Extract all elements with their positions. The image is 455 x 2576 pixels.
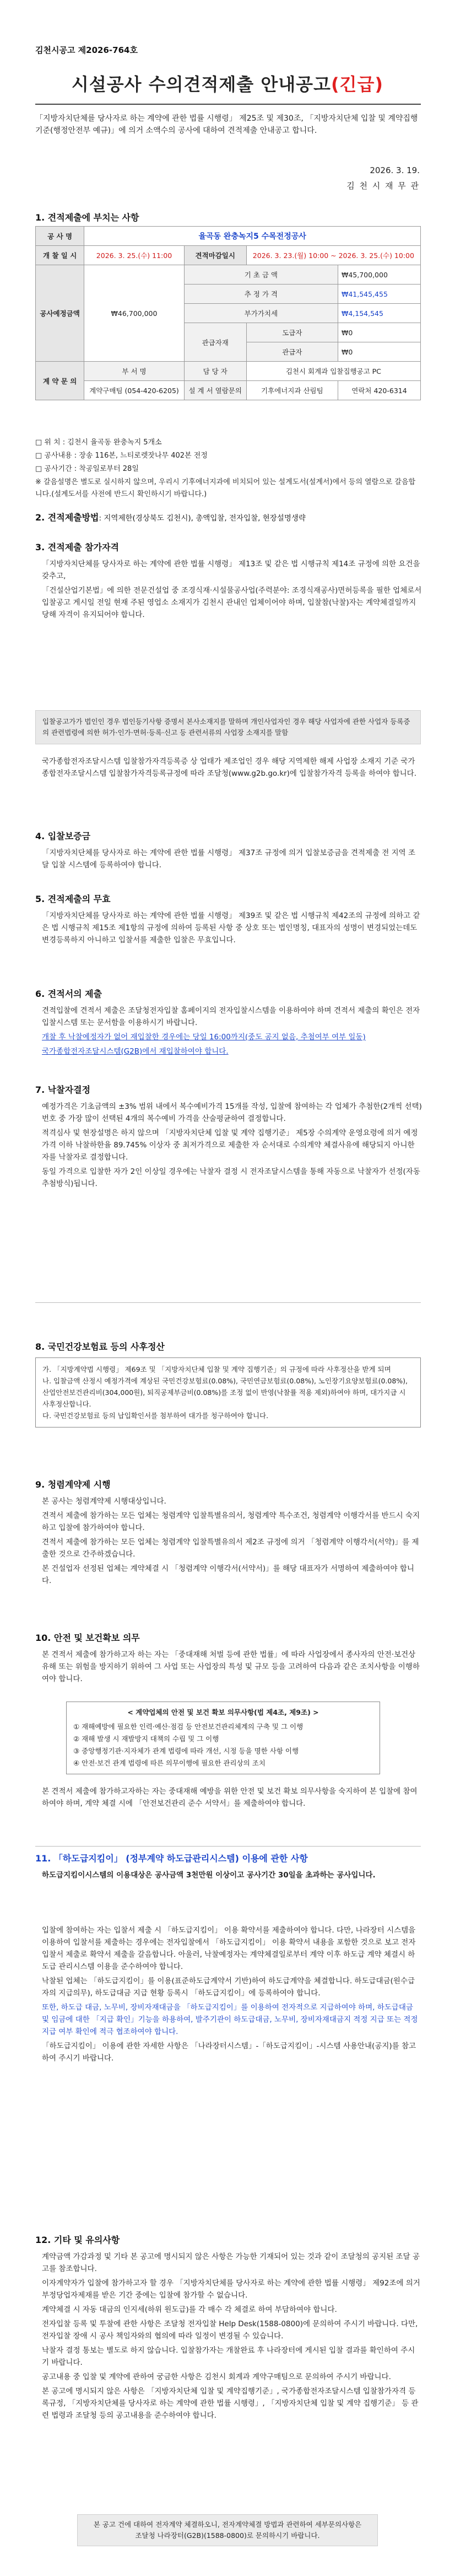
project-label: 공 사 명 bbox=[36, 227, 84, 246]
note-content: □ 공사내용 : 장송 116본, 느티로렛잣나무 402본 전정 bbox=[35, 452, 208, 460]
section3-item: 「지방자치단체를 당사자로 하는 계약에 관한 법률 시행령」 제13조 및 같은 법 시행규칙 제14조 규정에 의한 요건을 갖추고, bbox=[42, 560, 420, 581]
section11-heading: 11. 「하도급지킴이」 (정부계약 하도급관리시스템) 이용에 관한 사항 bbox=[35, 1853, 308, 1864]
phone-number: 420-6314 bbox=[373, 387, 407, 395]
section11-items bbox=[42, 1924, 422, 2067]
phone-header: 연락처 bbox=[351, 387, 372, 395]
section12-item: 전자입찰 등록 및 투찰에 관한 사항은 조달청 전자입찰 Help Desk(1588-0800)에 문의하여 주시기 바랍니다. 다만, 전자입찰 장애 시 공사 책임자와의 협의에 따라 일정이 변경될 수 있습니다. bbox=[42, 2320, 418, 2341]
section2-heading bbox=[35, 511, 306, 523]
page-divider bbox=[35, 1302, 421, 1303]
duty-item: ① 재해예방에 필요한 인력·예산·점검 등 안전보건관리체계의 구축 및 그 이행 bbox=[73, 1722, 304, 1731]
section6-item-link[interactable]: 개찰 후 낙찰예정자가 없어 재입찰한 경우에는 당일 16:00까지(중도 공지 없음, 추첨여부 여부 일동) bbox=[42, 1033, 366, 1042]
section3-item: 「건설산업기본법」에 의한 전문건설업 중 조경식재·시설물공사업(주력분야: 조경식재공사)면허등록을 필한 업체로서 입찰공고 게시일 전일 현재 주된 영업소 소재지가 김천시 관내인 업체이어야 하며, 입찰참(낙찰)자는 계약체결일까지 당해 자격이 유지되어야 합니다. bbox=[42, 586, 422, 619]
design-value: 기후에너지과 산림팀 bbox=[246, 381, 338, 400]
duty-box bbox=[66, 1702, 380, 1774]
section9-heading: 9. 청렴계약제 시행 bbox=[35, 1479, 111, 1490]
section7-heading: 7. 낙찰자결정 bbox=[35, 1085, 91, 1095]
section9-item: 본 공사는 청렴계약제 시행대상입니다. bbox=[42, 1497, 166, 1506]
duty-item: ③ 중앙행정기관·지자체가 관계 법령에 따라 개선, 시정 등을 명한 사항 이행 bbox=[73, 1747, 299, 1755]
deadline-label: 견적마감일시 bbox=[184, 246, 246, 265]
section12-item: 낙찰자 결정 통보는 별도로 하지 않습니다. 입찰참가자는 개찰완료 후 나라장터에 게시된 입찰 결과를 확인하여 주시기 바랍니다. bbox=[42, 2346, 415, 2367]
dept-header: 부 서 명 bbox=[84, 362, 184, 381]
section6-item: 견적입찰에 견적서 제출은 조달청전자입찰 홈페이지의 전자입찰시스템을 이용하여야 하며 견적서 제출의 확인은 전자입찰시스템 또는 문서함을 이용하시기 바랍니다. bbox=[42, 1006, 420, 1027]
dept-value: 계약구매팀 (054-420-6205) bbox=[84, 381, 184, 400]
section8-line: 가. 「지방계약법 시행령」 제69조 및 「지방자치단체 입찰 및 계약 집행기준」의 규정에 따라 사후정산을 받게 되며 bbox=[42, 1365, 391, 1373]
section8-line: 다. 국민건강보험료 등의 납입확인서를 첨부하여 대가를 청구하여야 합니다. bbox=[42, 1412, 269, 1420]
section12-item: 계약금액 가감과정 및 기타 본 공고에 명시되지 않은 사항은 가능한 기재되어 있는 것과 같이 조달청의 공지된 조달 공고를 참조합니다. bbox=[42, 2252, 420, 2273]
intro-text: 「지방자치단체를 당사자로 하는 계약에 관한 법률 시행령」 제25조 및 제30조, 「지방자치단체 입찰 및 계약집행기준(행정안전부 예규)」에 의거 소액수의 공사에 대하여 견적제출 안내공고 합니다. bbox=[35, 114, 418, 135]
section12-item: 공고내용 중 입찰 및 계약에 관하여 궁금한 사항은 김천시 회계과 계약구매팀으로 문의하여 주시기 바랍니다. bbox=[42, 2373, 391, 2381]
section3-heading: 3. 견적제출 참가자격 bbox=[35, 542, 119, 552]
title-urgent: (긴급) bbox=[331, 74, 384, 95]
section11-item: 낙찰된 업체는 「하도급지킴이」를 이용(표준하도급계약서 기반)하여 하도급계약을 체결합니다. 하도급대금(원수급자의 지급의무), 하도급대금 지급 현황 등록시 「하도급지킴이」에 등록하여야 합니다. bbox=[42, 1977, 415, 1998]
page-title bbox=[0, 71, 455, 96]
project-notes bbox=[35, 437, 421, 502]
section11-item: 입찰에 참여하는 자는 입찰서 제출 시 「하도급지킴이」 이용 확약서를 제출하여야 합니다. 다만, 나라장터 시스템을 이용하여 입찰서를 제출하는 경우에는 전자입찰에서 「하도급지킴이」 이용 확약서 내용을 포함한 것으로 보고 전자입찰서 제출로 확약서 제출을 갈음합니다. 아울러, 낙찰예정자는 계약체결일로부터 계약 이후 하도급 계약 체결시 하도급 관리시스템 이용을 준수하여야 합니다. bbox=[42, 1926, 416, 1971]
footer-line: 조달청 나라장터(G2B)(1588-0800)로 문의하시기 바랍니다. bbox=[135, 2531, 320, 2540]
section8-box bbox=[35, 1357, 421, 1427]
project-name: 율곡동 완충녹지5 수목전정공사 bbox=[84, 227, 421, 246]
dogeup-label: 도급자 bbox=[246, 323, 338, 342]
section10-text: 본 견적서 제출에 참가하고자 하는 자는 「중대재해 처벌 등에 관한 법률」에 따라 사업장에서 종사자의 안전·보건상 유해 또는 위험을 방지하기 위하여 그 사업 또는 사업장의 특성 및 규모 등을 고려하여 다음과 같은 조치사항을 이행하여야 합니다. bbox=[42, 1650, 420, 1683]
deadline-value: 2026. 3. 23.(월) 10:00 ~ 2026. 3. 25.(수) 10:00 bbox=[246, 246, 420, 265]
site-header: 담 당 자 bbox=[184, 362, 246, 381]
section7-item: 적격심사 및 현장설명은 하지 않으며 「지방자치단체 입찰 및 계약 집행기준」 제5장 수의계약 운영요령에 의거 예정가격 이하 낙찰하한율 89.745% 이상자 중 최저가격으로 제출한 자 순서대로 수의계약 체결사유에 해당되지 아니한 자를 낙찰자로 결정합니다. bbox=[42, 1129, 418, 1162]
note-design: ※ 갈음설명은 별도로 실시하지 않으며, 우리시 기후에너지과에 비치되어 있는 설계도서(설계서)에서 등의 열람으로 갈음합니다.(설계도서를 사전에 반드시 확인하시기 바랍니다.) bbox=[35, 478, 416, 498]
section11-item: 「하도급지킴이」 이용에 관한 자세한 사항은 「나라장터시스템」-「하도급지킴이」-시스템 사용안내(공지)를 참고하여 주시기 바랍니다. bbox=[42, 2042, 416, 2063]
open-label: 개 찰 일 시 bbox=[36, 246, 84, 265]
vat-label: 부가가치세 bbox=[184, 304, 338, 323]
site-value: 김천시 회계과 입찰집행공고 PC bbox=[246, 362, 420, 381]
section2-title: 2. 견적제출방법 bbox=[35, 512, 99, 523]
summary-table bbox=[35, 226, 421, 400]
vat-value: ₩4,154,545 bbox=[338, 304, 420, 323]
section1-heading: 1. 견적제출에 부치는 사항 bbox=[35, 212, 139, 223]
title-divider bbox=[35, 104, 421, 105]
section12-item: 본 공고에 명시되지 않은 사항은 「지방자치단체 입찰 및 계약집행기준」, 국가종합전자조달시스템 입찰참가자격 등록규정, 「지방자치단체를 당사자로 하는 계약에 관한 법률 시행령」, 「지방자치단체 입찰 및 계약 집행기준」 등 관련 법령과 조달청 등의 공고내용을 준수하여야 합니다. bbox=[42, 2387, 419, 2420]
gwangeup-value: ₩0 bbox=[338, 342, 420, 362]
section2-text: : 지역제한(경상북도 김천시), 총액입찰, 전자입찰, 현장설명생략 bbox=[99, 514, 306, 523]
section3-after: 국가종합전자조달시스템 입찰참가자격등록증 상 업태가 제조업인 경우 해당 지역제한 해제 사업장 소재지 기준 국가종합전자조달시스템 입찰참가자격등록규정에 따라 조달청(www.g2b.go.kr)에 입찰참가자격 등록을 하여야 합니다. bbox=[42, 757, 416, 778]
duty-title: < 계약업체의 안전 및 보건 확보 의무사항(법 제4조, 제9조) > bbox=[127, 1708, 319, 1716]
section7-item: 예정가격은 기초금액의 ±3% 범위 내에서 복수예비가격 15개를 작성, 입찰에 참여하는 각 업체가 추첨한(2개씩 선택) 번호 중 가장 많이 선택된 4개의 복수예비 가격을 산술평균하여 결정합니다. bbox=[42, 1102, 422, 1123]
note-location: □ 위 치 : 김천시 율곡동 완충녹지 5개소 bbox=[35, 438, 162, 447]
gwangeup-label: 관급자 bbox=[246, 342, 338, 362]
base-value: ₩45,700,000 bbox=[338, 265, 420, 285]
contract-label: 계 약 문 의 bbox=[36, 362, 84, 400]
est-value: ₩41,545,455 bbox=[338, 285, 420, 304]
section7-items bbox=[42, 1101, 422, 1192]
section7-item: 동일 가격으로 입찰한 자가 2인 이상일 경우에는 낙찰자 결정 시 전자조달시스템을 통해 자동으로 낙찰자가 선정(자동추첨방식)됩니다. bbox=[42, 1167, 420, 1188]
duty-item: ② 재해 발생 시 재발방지 대책의 수립 및 그 이행 bbox=[73, 1735, 219, 1743]
section11-item: 또한, 하도급 대금, 노무비, 장비자재대금을 「하도급지킴이」를 이용하여 전자적으로 지급하여야 하며, 하도급대금 및 임금에 대한 「지급 확인」기능을 하용하여, 발주기관이 하도급대금, 노무비, 장비자재대금지 적정 지급 또는 적정 지급 여부 확인에 적극 협조하여야 합니다. bbox=[42, 2003, 418, 2036]
dogeup-value: ₩0 bbox=[338, 323, 420, 342]
section4-text: 「지방자치단체를 당사자로 하는 계약에 관한 법률 시행령」 제37조 규정에 의거 입찰보증금을 견적제출 전 지역 조달 입찰 시스템에 등록하여야 합니다. bbox=[42, 849, 416, 870]
section4-heading: 4. 입찰보증금 bbox=[35, 831, 91, 841]
page-divider bbox=[35, 1846, 421, 1847]
section9-item: 견적서 제출에 참가하는 모든 업체는 청렴계약 입찰특별유의서 제2조 규정에 의거 「청렴계약 이행각서(서약)」를 제출한 것으로 간주하겠습니다. bbox=[42, 1538, 419, 1559]
section11-bold-item: 하도급지킴이시스템의 이용대상은 공사금액 3천만원 이상이고 공사기간 30일을 초과하는 공사입니다. bbox=[42, 1871, 376, 1880]
section5-text: 「지방자치단체를 당사자로 하는 계약에 관한 법률 시행령」 제39조 및 같은 법 시행규칙 제42조의 규정에 의하고 같은 법 시행규칙 제15조 제1항의 규정에 의하여 등록된 사항 중 상호 또는 법인명칭, 대표자의 성명이 변경되었는데도 변경등록하지 아니하고 입찰서를 제출한 입찰은 무효입니다. bbox=[42, 911, 420, 944]
est-label: 추 정 가 격 bbox=[184, 285, 338, 304]
section12-item: 계약체결 시 자동 대금의 인지세(하위 원도급)를 각 매수 각 체결로 하여 부담하여야 합니다. bbox=[42, 2305, 337, 2314]
section5-heading: 5. 견적제출의 무효 bbox=[35, 894, 111, 904]
section12-item: 이자계약자가 입찰에 참가하고자 할 경우 「지방자치단체를 당사자로 하는 계약에 관한 법률 시행령」 제92조에 의거 부정당업자제재를 받은 기간 중에는 입찰에 참가할 수 없습니다. bbox=[42, 2279, 420, 2300]
section12-heading: 12. 기타 및 유의사항 bbox=[35, 2235, 120, 2245]
section9-items bbox=[42, 1495, 422, 1589]
section6-heading: 6. 견적서의 제출 bbox=[35, 989, 102, 999]
design-header: 설 계 서 열람문의 bbox=[184, 381, 246, 400]
footer-line: 본 공고 건에 대하여 전자계약 체결하오니, 전자계약체결 방법과 관련하여 세부문의사항은 bbox=[93, 2520, 362, 2529]
title-main: 시설공사 수의견적제출 안내공고 bbox=[71, 74, 331, 95]
section10-after: 본 견적서 제출에 참가하고자하는 자는 중대재해 예방을 위한 안전 및 보건 확보 의무사항을 숙지하여 본 입찰에 참여하여야 하며, 계약 체결 시에 「안전보건관리 준수 서약서」를 제출하여야 합니다. bbox=[42, 1787, 418, 1808]
budget-value: ₩46,700,000 bbox=[84, 265, 184, 362]
announcement-date: 2026. 3. 19. bbox=[370, 165, 420, 175]
section9-item: 본 건설업자 선정된 업체는 계약체결 시 「청렴계약 이행각서(서약서)」를 해당 대표자가 서명하여 제출하여야 합니다. bbox=[42, 1564, 414, 1585]
note-period: □ 공사기간 : 착공일로부터 28일 bbox=[35, 465, 139, 473]
section6-link-line[interactable]: 국가종합전자조달시스템(G2B)에서 재입찰하여야 합니다. bbox=[42, 1047, 229, 1056]
section10-heading: 10. 안전 및 보건확보 의무 bbox=[35, 1633, 140, 1643]
announcement-issuer: 김 천 시 재 무 관 bbox=[346, 181, 420, 191]
section9-item: 견적서 제출에 참가하는 모든 업체는 청렴계약 입찰특별유의서, 청렴계약 특수조건, 청렴계약 이행각서를 반드시 숙지하고 입찰에 참가하여야 합니다. bbox=[42, 1511, 420, 1532]
open-value: 2026. 3. 25.(수) 11:00 bbox=[84, 246, 184, 265]
announcement-number: 김천시공고 제2026-764호 bbox=[35, 45, 138, 55]
budget-label: 공사예정금액 bbox=[36, 265, 84, 362]
footer-notice bbox=[77, 2514, 378, 2546]
section12-items bbox=[42, 2251, 422, 2424]
base-label: 기 초 금 액 bbox=[184, 265, 338, 285]
section8-heading: 8. 국민건강보험료 등의 사후정산 bbox=[35, 1341, 165, 1352]
section3-items bbox=[42, 558, 422, 623]
section3-graybox: 입찰공고가가 법인인 경우 법인등기사항 증명서 본사소재지를 말하며 개인사업자인 경우 해당 사업자에 관한 사업자 등록증의 관련법령에 의한 허가·인가·면허·등록·신고 등 관련서류의 사업장 소재지를 말함 bbox=[35, 710, 421, 744]
supply-label: 관급자재 bbox=[184, 323, 246, 362]
phone-value bbox=[338, 381, 420, 400]
section8-line: 나. 입찰금액 산정시 예정가격에 계상된 국민건강보험료(0.08%), 국민연금보험료(0.08%), 노인장기요양보험료(0.08%), 산업안전보건관리비(304,000원), 퇴직공제부금비(0.08%)를 조정 없이 반영(낙찰률 적용 제외)하여야 하며, 대가지급 시 사후정산합니다. bbox=[42, 1377, 408, 1408]
section6-items bbox=[42, 1005, 422, 1060]
duty-item: ④ 안전·보건 관계 법령에 따른 의무이행에 필요한 관리상의 조치 bbox=[73, 1759, 266, 1767]
